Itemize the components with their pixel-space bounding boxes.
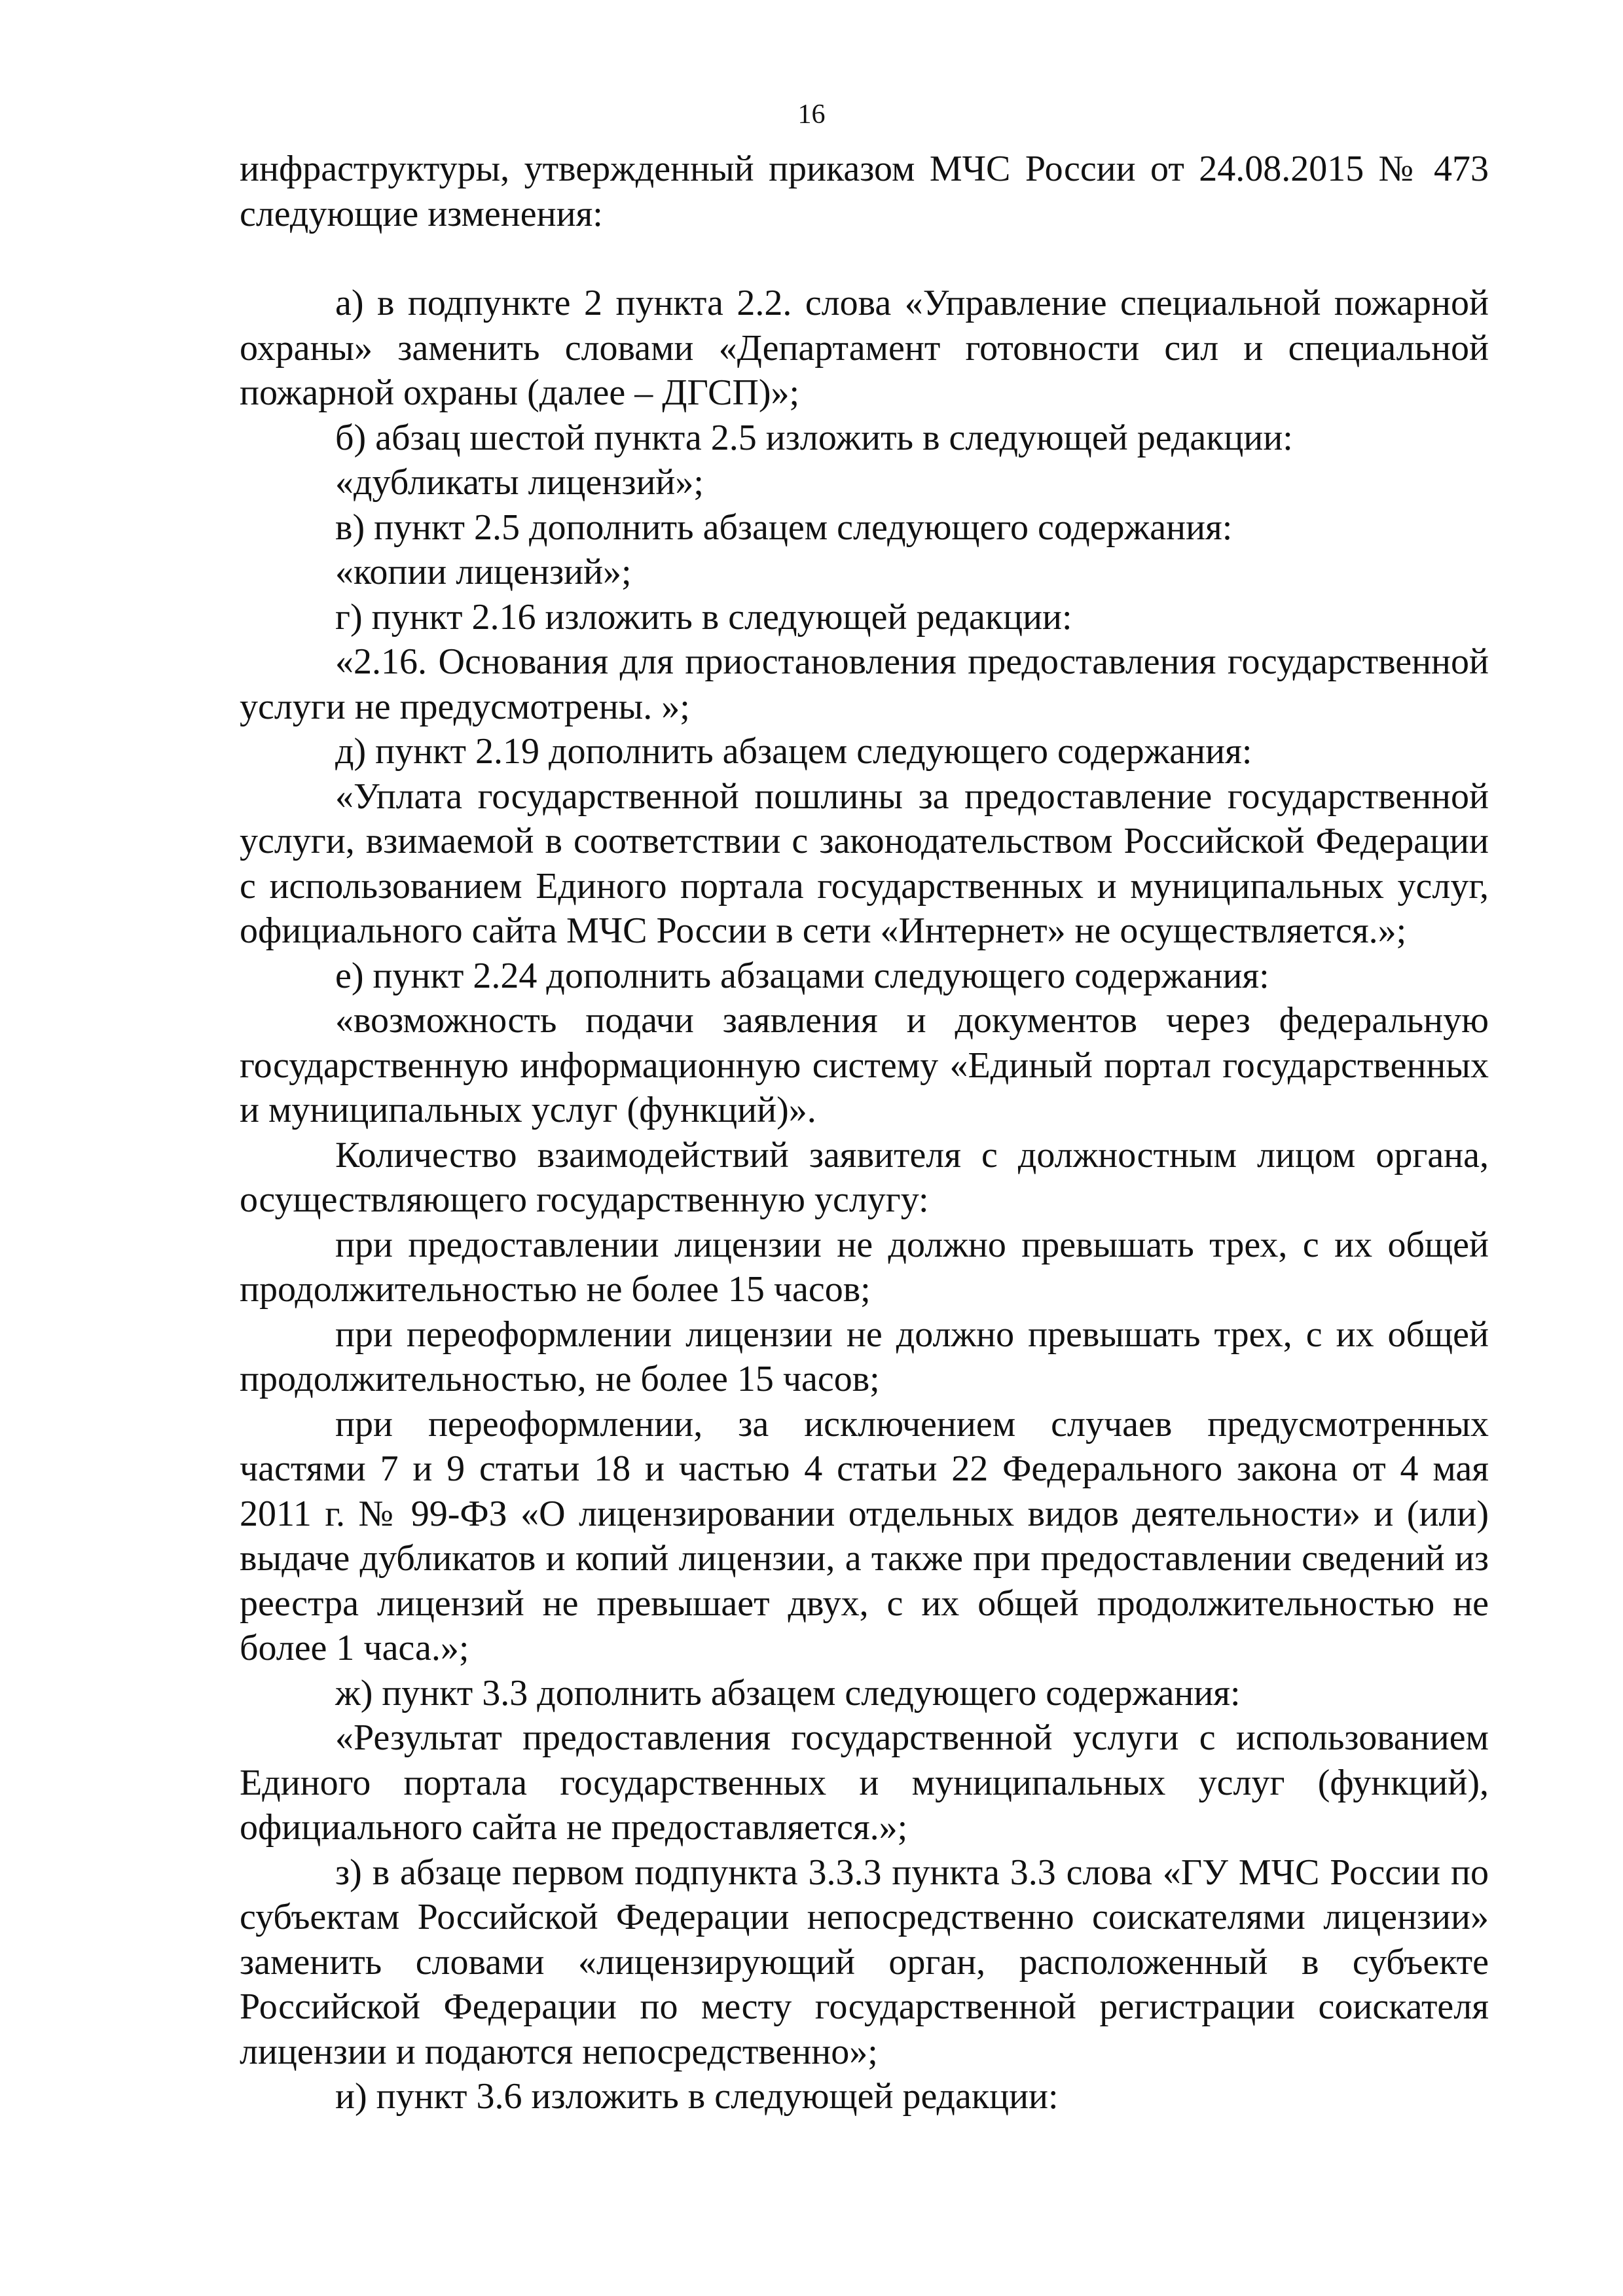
paragraph: «копии лицензий»; [335, 552, 632, 592]
paragraph: и) пункт 3.6 изложить в следующей редакции: [335, 2076, 1059, 2117]
paragraph: д) пункт 2.19 дополнить абзацем следующего содержания: [335, 731, 1252, 772]
paragraph: е) пункт 2.24 дополнить абзацами следующего содержания: [335, 955, 1269, 996]
paragraph: инфраструктуры, утвержденный приказом МЧС России от 24.08.2015 № 473 следующие изменения: [240, 149, 1489, 234]
document-body [240, 147, 1489, 2119]
paragraph: «Результат предоставления государственной услуги с использованием Единого портала государственных и муниципальных услуг (функций), официального сайта не предоставляется.»; [240, 1717, 1489, 1848]
paragraph: в) пункт 2.5 дополнить абзацем следующего содержания: [335, 507, 1233, 548]
paragraph: при предоставлении лицензии не должно превышать трех, с их общей продолжительностью не более 15 часов; [240, 1224, 1489, 1310]
paragraph: «2.16. Основания для приостановления предоставления государственной услуги не предусмотрены. »; [240, 641, 1489, 727]
paragraph: г) пункт 2.16 изложить в следующей редакции: [335, 596, 1072, 637]
paragraph: ж) пункт 3.3 дополнить абзацем следующего содержания: [335, 1672, 1241, 1713]
paragraph: Количество взаимодействий заявителя с должностным лицом органа, осуществляющего государственную услугу: [240, 1134, 1489, 1220]
paragraph: «возможность подачи заявления и документов через федеральную государственную информационную систему «Единый портал государственных и муниципальных услуг (функций)». [240, 1000, 1489, 1130]
paragraph: з) в абзаце первом подпункта 3.3.3 пункта 3.3 слова «ГУ МЧС России по субъектам Российской Федерации непосредственно соискателями лицензии» заменить словами «лицензирующий орган, расположенный в субъекте Российской Федерации по месту государственной регистрации соискателя лицензии и подаются непосредственно»; [240, 1852, 1489, 2072]
paragraph: «Уплата государственной пошлины за предоставление государственной услуги, взимаемой в соответствии с законодательством Российской Федерации с использованием Единого портала государственных и муниципальных услуг, официального сайта МЧС России в сети «Интернет» не осуществляется.»; [240, 776, 1489, 951]
paragraph: при переоформлении, за исключением случаев предусмотренных частями 7 и 9 статьи 18 и частью 4 статьи 22 Федерального закона от 4 мая 2011 г. № 99-ФЗ «О лицензировании отдельных видов деятельности» и (или) выдаче дубликатов и копий лицензии, а также при предоставлении сведений из реестра лицензий не превышает двух, с их общей продолжительностью не более 1 часа.»; [240, 1403, 1489, 1668]
paragraph: а) в подпункте 2 пункта 2.2. слова «Управление специальной пожарной охраны» заменить словами «Департамент готовности сил и специальной пожарной охраны (далее – ДГСП)»; [240, 283, 1489, 413]
paragraph-gap [240, 236, 1489, 281]
paragraph: при переоформлении лицензии не должно превышать трех, с их общей продолжительностью, не более 15 часов; [240, 1314, 1489, 1399]
paragraph: б) абзац шестой пункта 2.5 изложить в следующей редакции: [335, 417, 1293, 458]
paragraph: «дубликаты лицензий»; [335, 462, 704, 503]
page-number: 16 [797, 99, 826, 130]
